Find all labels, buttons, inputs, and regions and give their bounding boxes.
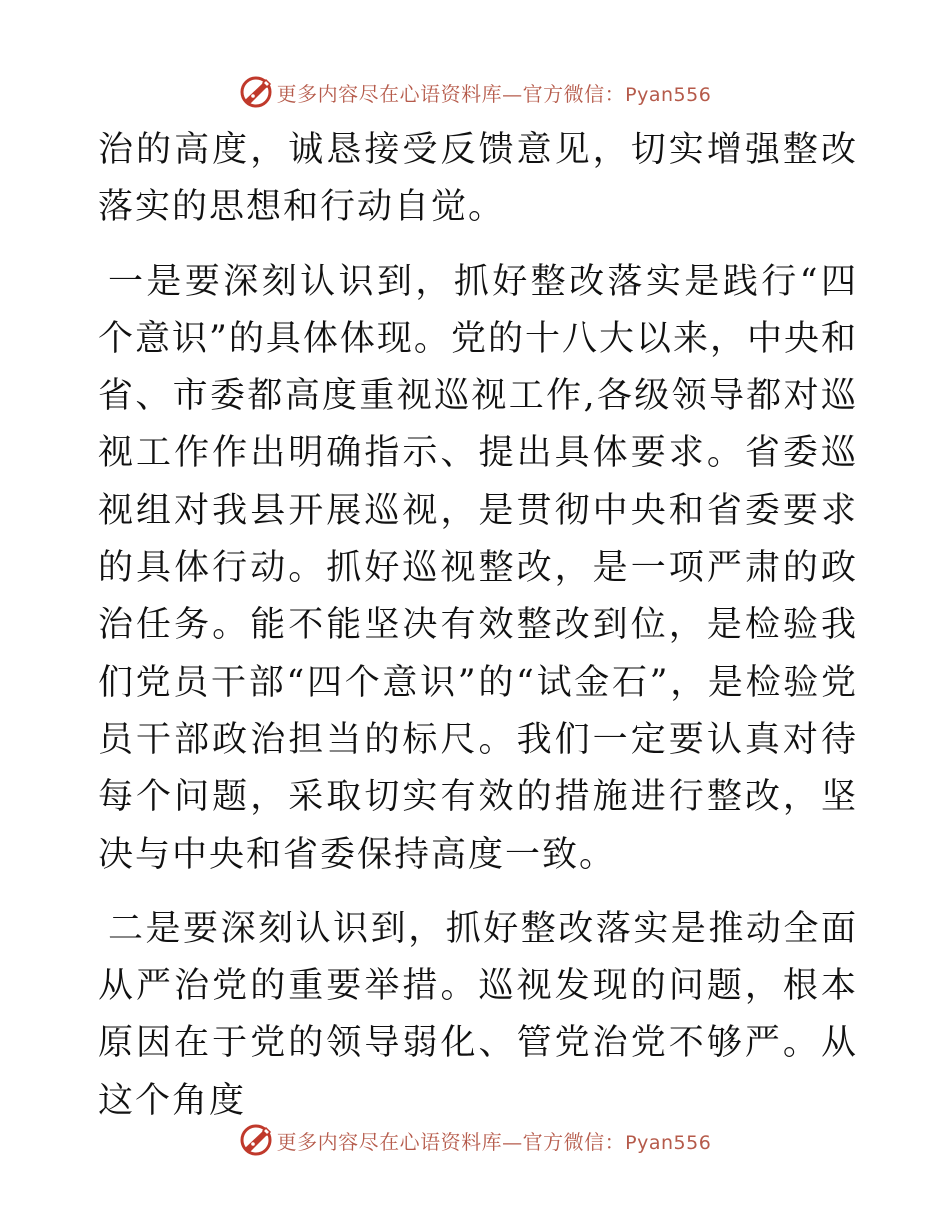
footer-banner: [0, 1120, 950, 1160]
paragraph-1: 治的高度，诚恳接受反馈意见，切实增强整改落实的思想和行动自觉。: [98, 130, 858, 228]
footer-banner-label: 更多内容尽在心语资料库—官方微信：: [276, 1129, 626, 1154]
document-body: [98, 122, 858, 1130]
footer-banner-text: [277, 1126, 712, 1155]
header-banner-text: [277, 78, 712, 107]
header-banner-label: 更多内容尽在心语资料库—官方微信：: [276, 81, 626, 106]
footer-wechat-id: Pyan556: [625, 1131, 712, 1154]
header-banner: [0, 72, 950, 112]
header-wechat-id: Pyan556: [625, 83, 712, 106]
pen-nib-logo-icon: [239, 1123, 273, 1157]
paragraph-2: 一是要深刻认识到，抓好整改落实是践行“四个意识”的具体体现。党的十八大以来，中央和省、市委都高度重视巡视工作,各级领导都对巡视工作作出明确指示、提出具体要求。省委巡视组对我县开展巡视，是贯彻中央和省委要求的具体行动。抓好巡视整改，是一项严肃的政治任务。能不能坚决有效整改到位，是检验我们党员干部“四个意识”的“试金石”，是检验党员干部政治担当的标尺。我们一定要认真对待每个问题，采取切实有效的措施进行整改，坚决与中央和省委保持高度一致。: [98, 261, 858, 875]
paragraph-3: 二是要深刻认识到，抓好整改落实是推动全面从严治党的重要举措。巡视发现的问题，根本原因在于党的领导弱化、管党治党不够严。从这个角度: [98, 908, 858, 1121]
pen-nib-logo-icon: [239, 75, 273, 109]
